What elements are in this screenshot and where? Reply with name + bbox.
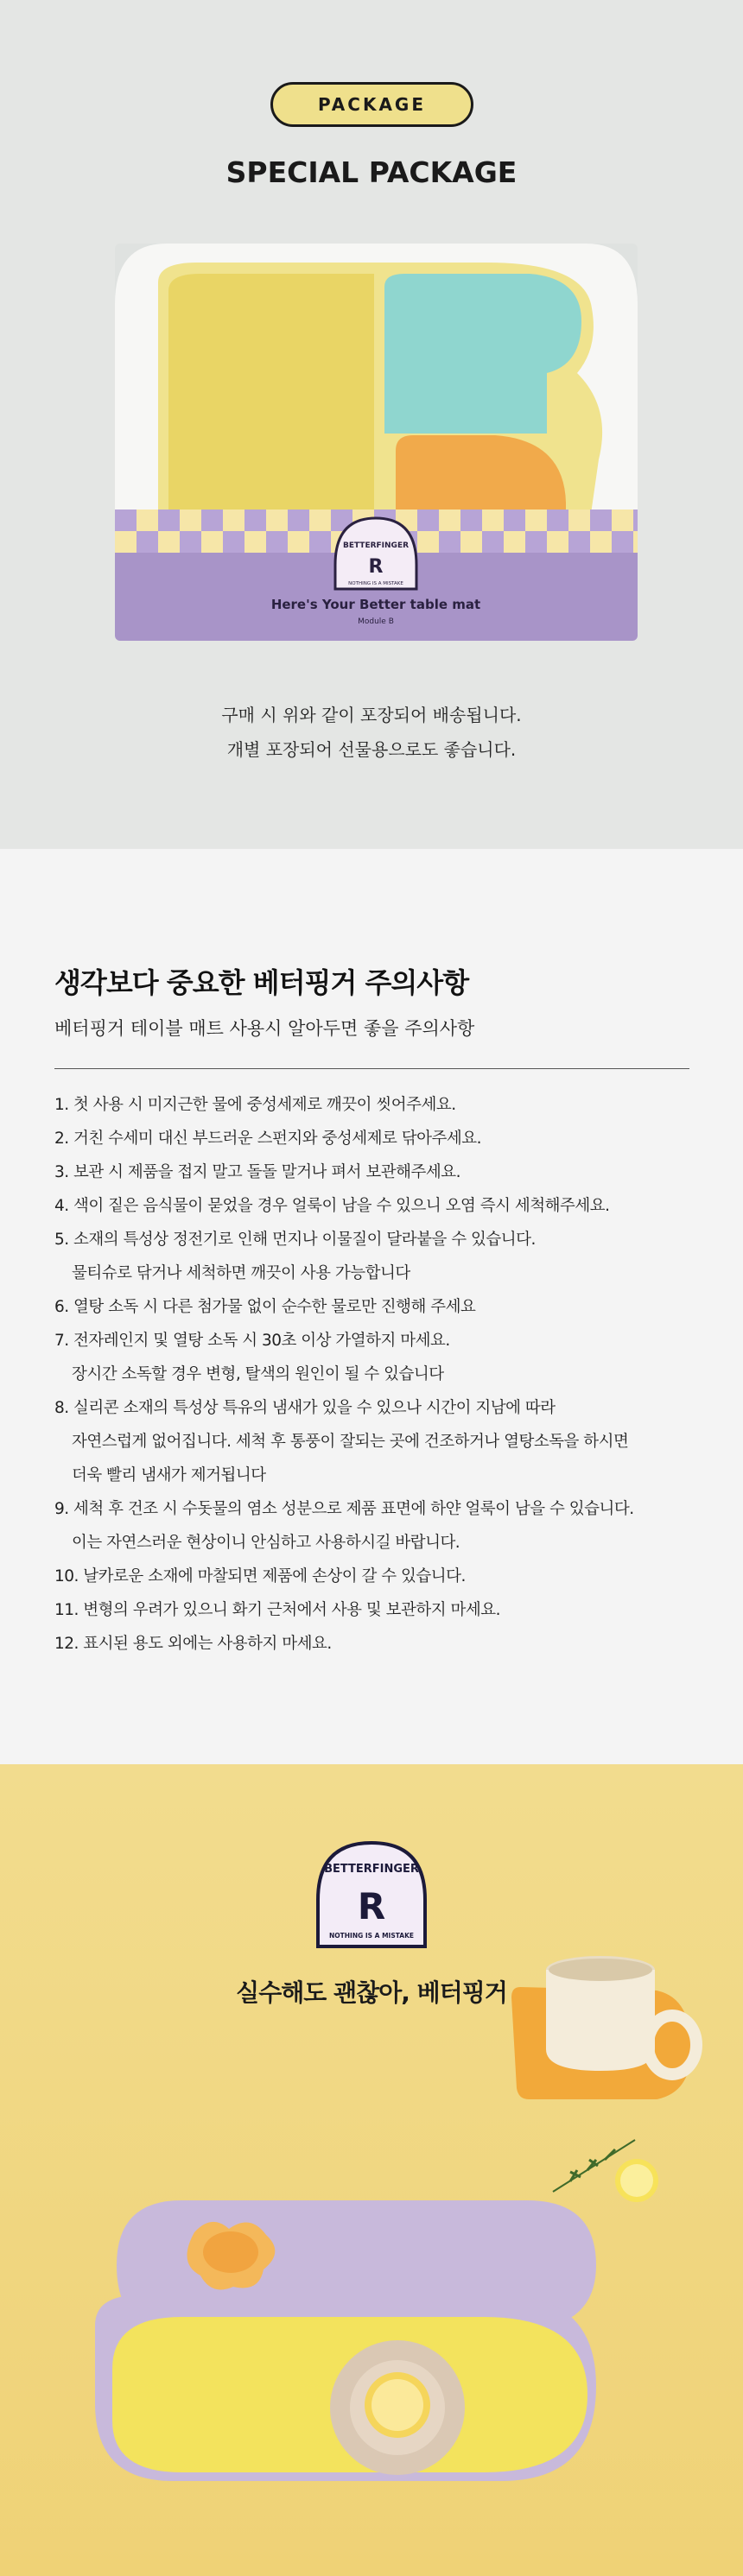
package-badge: PACKAGE xyxy=(270,82,473,127)
checker-square xyxy=(180,531,201,553)
caution-subheading: 베터핑거 테이블 매트 사용시 알아두면 좋을 주의사항 xyxy=(54,1018,475,1039)
caution-item-text: 3. 보관 시 제품을 접지 말고 돌돌 말거나 펴서 보관해주세요. xyxy=(54,1163,460,1181)
caution-item-text: 1. 첫 사용 시 미지근한 물에 중성세제로 깨끗이 씻어주세요. xyxy=(54,1096,456,1114)
package-title: SPECIAL PACKAGE xyxy=(225,155,518,189)
checker-square xyxy=(460,510,482,531)
checker-square xyxy=(612,531,633,553)
divider xyxy=(54,1068,689,1069)
checker-square xyxy=(223,531,244,553)
caution-item-continuation: 이는 자연스러운 현상이니 안심하고 사용하시길 바랍니다. xyxy=(72,1534,460,1552)
checker-square xyxy=(504,510,525,531)
caution-item xyxy=(54,1290,689,1324)
caution-item-text: 9. 세척 후 건조 시 수돗물의 염소 성분으로 제품 표면에 하얀 얼룩이 남을 수 있습니다. xyxy=(54,1500,634,1518)
caution-item xyxy=(54,1122,689,1155)
caution-item-continuation: 더욱 빨리 냄새가 제거됩니다 xyxy=(72,1466,266,1484)
caution-item xyxy=(54,1324,689,1391)
checker-square xyxy=(201,510,223,531)
checker-square xyxy=(158,510,180,531)
caution-item xyxy=(54,1155,689,1189)
checker-square xyxy=(266,531,288,553)
caution-item xyxy=(54,1560,689,1593)
caution-section xyxy=(0,849,743,1764)
checker-square xyxy=(439,531,460,553)
caution-item-text: 10. 날카로운 소재에 마찰되면 제품에 손상이 갈 수 있습니다. xyxy=(54,1567,466,1585)
checker-square xyxy=(547,510,568,531)
checker-square xyxy=(482,531,504,553)
checker-square xyxy=(590,510,612,531)
band-headline-text: Here's Your Better table mat xyxy=(270,597,481,612)
checker-square xyxy=(137,531,158,553)
caution-heading: 생각보다 중요한 베터핑거 주의사항 xyxy=(54,966,469,999)
caution-item-text: 2. 거친 수세미 대신 부드러운 스펀지와 중성세제로 닦아주세요. xyxy=(54,1130,481,1148)
caution-item xyxy=(54,1223,689,1290)
caution-item xyxy=(54,1391,689,1492)
band-motto-text: NOTHING IS A MISTAKE xyxy=(348,581,403,586)
caution-item xyxy=(54,1627,689,1661)
caution-item-continuation: 물티슈로 닦거나 세척하면 깨끗이 사용 가능합니다 xyxy=(72,1264,410,1282)
caution-item-text: 11. 변형의 우려가 있으니 화기 근처에서 사용 및 보관하지 마세요. xyxy=(54,1601,501,1619)
caution-item-continuation: 장시간 소독할 경우 변형, 탈색의 원인이 될 수 있습니다 xyxy=(72,1365,444,1383)
package-photo xyxy=(115,244,638,641)
brand-section xyxy=(0,1764,743,2576)
package-desc-line-1: 구매 시 위와 같이 포장되어 배송됩니다. xyxy=(221,705,522,725)
caution-item-text: 7. 전자레인지 및 열탕 소독 시 30초 이상 가열하지 마세요. xyxy=(54,1332,450,1350)
caution-list xyxy=(54,1088,689,1661)
caution-item xyxy=(54,1088,689,1122)
logo-motto-text: NOTHING IS A MISTAKE xyxy=(328,1932,415,1940)
package-illustration xyxy=(115,244,638,641)
band-module-text: Module B xyxy=(358,617,394,626)
package-desc-line-2: 개별 포장되어 선물용으로도 좋습니다. xyxy=(226,739,517,760)
caution-content xyxy=(54,961,689,1661)
checker-square xyxy=(633,510,638,531)
caution-item-text: 8. 실리콘 소재의 특성상 특유의 냄새가 있을 수 있으나 시간이 지남에 따라 xyxy=(54,1399,556,1417)
caution-item-text: 12. 표시된 용도 외에는 사용하지 마세요. xyxy=(54,1635,332,1653)
caution-item xyxy=(54,1492,689,1560)
caution-item xyxy=(54,1189,689,1223)
svg-text:R: R xyxy=(357,1885,386,1927)
brand-tagline: 실수해도 괜찮아, 베터핑거 xyxy=(236,1978,507,2007)
checker-square xyxy=(288,510,309,531)
package-description xyxy=(0,698,743,767)
band-brand-text: BETTERFINGER xyxy=(342,541,410,550)
checker-square xyxy=(525,531,547,553)
checker-square xyxy=(568,531,590,553)
betterfinger-logo xyxy=(313,1839,430,1950)
checker-square xyxy=(115,510,137,531)
checker-square xyxy=(417,510,439,531)
svg-text:R: R xyxy=(368,556,384,578)
checker-square xyxy=(309,531,331,553)
package-section xyxy=(0,0,743,849)
caution-item xyxy=(54,1593,689,1627)
checker-square xyxy=(244,510,266,531)
caution-item-text: 5. 소재의 특성상 정전기로 인해 먼지나 이물질이 달라붙을 수 있습니다. xyxy=(54,1231,536,1249)
caution-item-text: 4. 색이 짙은 음식물이 묻었을 경우 얼룩이 남을 수 있으니 오염 즉시 세척해주세요. xyxy=(54,1197,610,1215)
caution-item-text: 6. 열탕 소독 시 다른 첨가물 없이 순수한 물로만 진행해 주세요 xyxy=(54,1298,476,1316)
logo-name-text: BETTERFINGER xyxy=(324,1863,419,1876)
caution-item-continuation: 자연스럽게 없어집니다. 세척 후 통풍이 잘되는 곳에 건조하거나 열탕소독을 하시면 xyxy=(72,1433,629,1451)
